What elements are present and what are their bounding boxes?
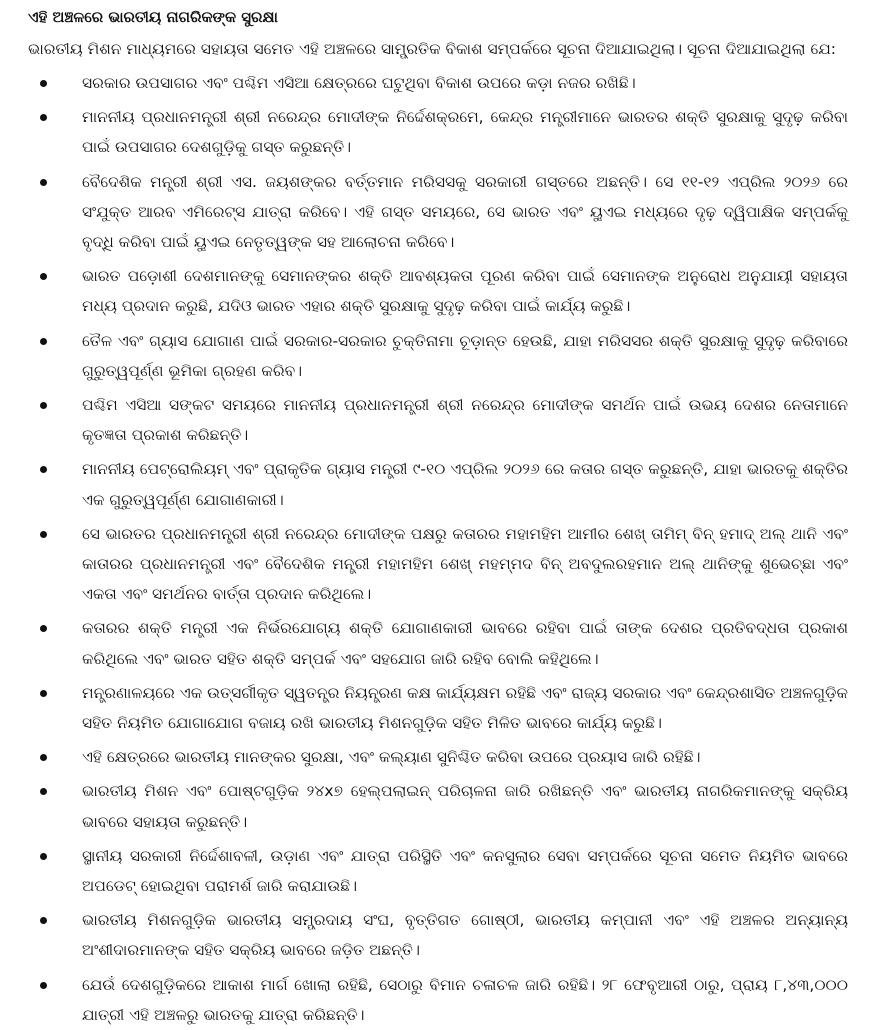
bullet-text: କତାରର ଶକ୍ତି ମନ୍ତ୍ରୀ ଏକ ନିର୍ଭରଯୋଗ୍ୟ ଶକ୍ତି ଯୋଗାଣକାରୀ ଭାବରେ ରହିବା ପାଇଁ ତାଙ୍କ ଦେଶର ପ୍ରତିବଦ୍ଧତା ପ୍ରକାଶ କରିଥିଲେ ଏବଂ ଭାରତ ସହିତ ଶକ୍ତି ସମ୍ପର୍କ ଏବଂ ସହଯୋଗ ଜାରି ରହିବ ବୋଲି କହିଥିଲେ। bbox=[82, 619, 848, 668]
bullet-dot-icon bbox=[40, 625, 47, 632]
bullet-dot-icon bbox=[40, 114, 47, 121]
bullet-dot-icon bbox=[40, 853, 47, 860]
bullet-item bbox=[28, 167, 848, 258]
bullet-text: ଭାରତୀୟ ମିଶନ ଏବଂ ପୋଷ୍ଟଗୁଡ଼ିକ ୨୪x୭ ହେଲ୍ପଲାଇନ୍ ପରିଚାଳନା ଜାରି ରଖିଛନ୍ତି ଏବଂ ଭାରତୀୟ ନାଗରିକମାନଙ୍କୁ ସକ୍ରିୟ ଭାବରେ ସହାୟତା କରୁଛନ୍ତି। bbox=[82, 782, 848, 831]
bullet-text: ସରକାର ଉପସାଗର ଏବଂ ପଶ୍ଚିମ ଏସିଆ କ୍ଷେତ୍ରରେ ଘଟୁଥିବା ବିକାଶ ଉପରେ କଡ଼ା ନଜର ରଖିଛି। bbox=[82, 74, 636, 92]
bullet-text: ମାନନୀୟ ପ୍ରଧାନମନ୍ତ୍ରୀ ଶ୍ରୀ ନରେନ୍ଦ୍ର ମୋଦୀଙ୍କ ନିର୍ଦ୍ଦେଶକ୍ରମେ, କେନ୍ଦ୍ର ମନ୍ତ୍ରୀମାନେ ଭାରତର ଶକ୍ତି ସୁରକ୍ଷାକୁ ସୁଦୃଢ଼ କରିବା ପାଇଁ ଉପସାଗର ଦେଶଗୁଡ଼ିକୁ ଗସ୍ତ କରୁଛନ୍ତି। bbox=[82, 108, 848, 157]
bullet-dot-icon bbox=[40, 179, 47, 186]
bullet-dot-icon bbox=[40, 402, 47, 409]
bullet-dot-icon bbox=[40, 466, 47, 473]
bullet-list bbox=[28, 68, 848, 1030]
bullet-text: ପଶ୍ଚିମ ଏସିଆ ସଙ୍କଟ ସମୟରେ ମାନନୀୟ ପ୍ରଧାନମନ୍ତ୍ରୀ ଶ୍ରୀ ନରେନ୍ଦ୍ର ମୋଦୀଙ୍କ ସମର୍ଥନ ପାଇଁ ଉଭୟ ଦେଶର ନେତାମାନେ କୃତଜ୍ଞତା ପ୍ରକାଶ କରିଛନ୍ତି। bbox=[82, 396, 848, 445]
bullet-dot-icon bbox=[40, 531, 47, 538]
bullet-dot-icon bbox=[40, 754, 47, 761]
bullet-text: ସ୍ଥାନୀୟ ସରକାରୀ ନିର୍ଦ୍ଦେଶାବଳୀ, ଉଡ଼ାଣ ଏବଂ ଯାତ୍ରା ପରିସ୍ଥିତି ଏବଂ କନସୁଲାର ସେବା ସମ୍ପର୍କରେ ସୂଚନା ସମେତ ନିୟମିତ ଭାବରେ ଅପଡେଟ୍ ହୋଇଥିବା ପରାମର୍ଶ ଜାରି କରାଯାଉଛି। bbox=[82, 846, 848, 896]
bullet-item bbox=[28, 742, 848, 772]
bullet-item bbox=[28, 102, 848, 162]
bullet-item bbox=[28, 613, 848, 673]
bullet-item bbox=[28, 326, 848, 386]
bullet-item bbox=[28, 905, 848, 965]
bullet-text: ଭାରତୀୟ ମିଶନଗୁଡ଼ିକ ଭାରତୀୟ ସମ୍ପ୍ରଦାୟ ସଂଘ, ବୃତ୍ତିଗତ ଗୋଷ୍ଠୀ, ଭାରତୀୟ କମ୍ପାନୀ ଏବଂ ଏହି ଅଞ୍ଚଳର ଅନ୍ୟାନ୍ୟ ଅଂଶୀଦାରମାନଙ୍କ ସହିତ ସକ୍ରିୟ ଭାବରେ ଜଡ଼ିତ ଅଛନ୍ତି। bbox=[82, 911, 848, 960]
bullet-dot-icon bbox=[40, 690, 47, 697]
bullet-item bbox=[28, 454, 848, 514]
bullet-dot-icon bbox=[40, 788, 47, 795]
bullet-text: ଯେଉଁ ଦେଶଗୁଡ଼ିକରେ ଆକାଶ ମାର୍ଗ ଖୋଲା ରହିଛି, ସେଠାରୁ ବିମାନ ଚଳାଚଳ ଜାରି ରହିଛି। ୨୮ ଫେବୃଆରୀ ଠାରୁ, ପ୍ରାୟ ୮,୪୩,୦୦୦ ଯାତ୍ରୀ ଏହି ଅଞ୍ଚଳରୁ ଭାରତକୁ ଯାତ୍ରା କରିଛନ୍ତି। bbox=[82, 975, 848, 1024]
bullet-text: ତୈଳ ଏବଂ ଗ୍ୟାସ ଯୋଗାଣ ପାଇଁ ସରକାର-ସରକାର ଚୁକ୍ତିନାମା ଚୂଡ଼ାନ୍ତ ହେଉଛି, ଯାହା ମରିସସର ଶକ୍ତି ସୁରକ୍ଷାକୁ ସୁଦୃଢ଼ କରିବାରେ ଗୁରୁତ୍ୱପୂର୍ଣ୍ଣ ଭୂମିକା ଗ୍ରହଣ କରିବ। bbox=[82, 331, 848, 380]
bullet-text: ମାନନୀୟ ପେଟ୍ରୋଲିୟମ୍ ଏବଂ ପ୍ରାକୃତିକ ଗ୍ୟାସ ମନ୍ତ୍ରୀ ୯-୧୦ ଏପ୍ରିଲ ୨୦୨୬ ରେ କତାର ଗସ୍ତ କରୁଛନ୍ତି, ଯାହା ଭାରତକୁ ଶକ୍ତିର ଏକ ଗୁରୁତ୍ୱପୂର୍ଣ୍ଣ ଯୋଗାଣକାରୀ। bbox=[82, 460, 848, 509]
bullet-item bbox=[28, 68, 848, 98]
bullet-text: ଭାରତ ପଡ଼ୋଶୀ ଦେଶମାନଙ୍କୁ ସେମାନଙ୍କର ଶକ୍ତି ଆବଶ୍ୟକତା ପୂରଣ କରିବା ପାଇଁ ସେମାନଙ୍କ ଅନୁରୋଧ ଅନୁଯାୟୀ ସହାୟତା ମଧ୍ୟ ପ୍ରଦାନ କରୁଛି, ଯଦିଓ ଭାରତ ଏହାର ଶକ୍ତି ସୁରକ୍ଷାକୁ ସୁଦୃଢ଼ କରିବା ପାଇଁ କାର୍ଯ୍ୟ କରୁଛି। bbox=[82, 267, 848, 316]
bullet-item bbox=[28, 678, 848, 738]
bullet-dot-icon bbox=[40, 917, 47, 924]
bullet-item bbox=[28, 841, 848, 901]
bullet-item bbox=[28, 776, 848, 836]
bullet-item bbox=[28, 261, 848, 321]
bullet-dot-icon bbox=[40, 273, 47, 280]
bullet-item bbox=[28, 390, 848, 450]
document-heading: ଏହି ଅଞ୍ଚଳରେ ଭାରତୀୟ ନାଗରିକଙ୍କ ସୁରକ୍ଷା bbox=[28, 8, 278, 26]
bullet-text: ସେ ଭାରତର ପ୍ରଧାନମନ୍ତ୍ରୀ ଶ୍ରୀ ନରେନ୍ଦ୍ର ମୋଦୀଙ୍କ ପକ୍ଷରୁ କତାରର ମହାମହିମ ଆମୀର ଶେଖ୍ ତାମିମ୍ ବିନ୍ ହମାଦ୍ ଅଲ୍ ଥାନି ଏବଂ କାତାରର ପ୍ରଧାନମନ୍ତ୍ରୀ ଏବଂ ବୈଦେଶିକ ମନ୍ତ୍ରୀ ମହାମହିମ ଶେଖ୍ ମହମ୍ମଦ ବିନ୍ ଅବଦୁଲରହମାନ ଅଲ୍ ଥାନିଙ୍କୁ ଶୁଭେଚ୍ଛା ଏବଂ ଏକତା ଏବଂ ସମର୍ଥନର ବାର୍ତ୍ତା ପ୍ରଦାନ କରିଥିଲେ। bbox=[82, 524, 848, 604]
bullet-dot-icon bbox=[40, 338, 47, 345]
bullet-item bbox=[28, 519, 848, 610]
bullet-item bbox=[28, 970, 848, 1030]
bullet-text: ଏହି କ୍ଷେତ୍ରରେ ଭାରତୀୟ ମାନଙ୍କର ସୁରକ୍ଷା, ଏବଂ କଲ୍ୟାଣ ସୁନିଶ୍ଚିତ କରିବା ଉପରେ ପ୍ରୟାସ ଜାରି ରହିଛି। bbox=[82, 748, 701, 767]
bullet-text: ମନ୍ତ୍ରଣାଳୟରେ ଏକ ଉତ୍ସର୍ଗୀକୃତ ସ୍ୱତନ୍ତ୍ର ନିୟନ୍ତ୍ରଣ କକ୍ଷ କାର୍ଯ୍ୟକ୍ଷମ ରହିଛି ଏବଂ ରାଜ୍ୟ ସରକାର ଏବଂ କେନ୍ଦ୍ରଶାସିତ ଅଞ୍ଚଳଗୁଡ଼ିକ ସହିତ ନିୟମିତ ଯୋଗାଯୋଗ ବଜାୟ ରଖି ଭାରତୀୟ ମିଶନଗୁଡ଼ିକ ସହିତ ମିଳିତ ଭାବରେ କାର୍ଯ୍ୟ କରୁଛି। bbox=[82, 683, 848, 733]
intro-paragraph: ଭାରତୀୟ ମିଶନ ମାଧ୍ୟମରେ ସହାୟତା ସମେତ ଏହି ଅଞ୍ଚଳରେ ସାମ୍ପ୍ରତିକ ବିକାଶ ସମ୍ପର୍କରେ ସୂଚନା ଦିଆଯାଇଥିଲା। ସୂଚନା ଦିଆଯାଇଥିଲା ଯେ: bbox=[28, 40, 836, 58]
bullet-text: ବୈଦେଶିକ ମନ୍ତ୍ରୀ ଶ୍ରୀ ଏସ. ଜୟଶଙ୍କର ବର୍ତ୍ତମାନ ମରିସସକୁ ସରକାରୀ ଗସ୍ତରେ ଅଛନ୍ତି। ସେ ୧୧-୧୨ ଏପ୍ରିଲ ୨୦୨୬ ରେ ସଂଯୁକ୍ତ ଆରବ ଏମିରେଟ୍ସ ଯାତ୍ରା କରିବେ। ଏହି ଗସ୍ତ ସମୟରେ, ସେ ଭାରତ ଏବଂ ୟୁଏଇ ମଧ୍ୟରେ ଦୃଢ଼ ଦ୍ୱିପାକ୍ଷିକ ସମ୍ପର୍କକୁ ବୃଦ୍ଧି କରିବା ପାଇଁ ୟୁଏଇ ନେତୃତ୍ୱଙ୍କ ସହ ଆଲୋଚନା କରିବେ। bbox=[82, 172, 848, 252]
bullet-dot-icon bbox=[40, 80, 47, 87]
bullet-dot-icon bbox=[40, 982, 47, 989]
